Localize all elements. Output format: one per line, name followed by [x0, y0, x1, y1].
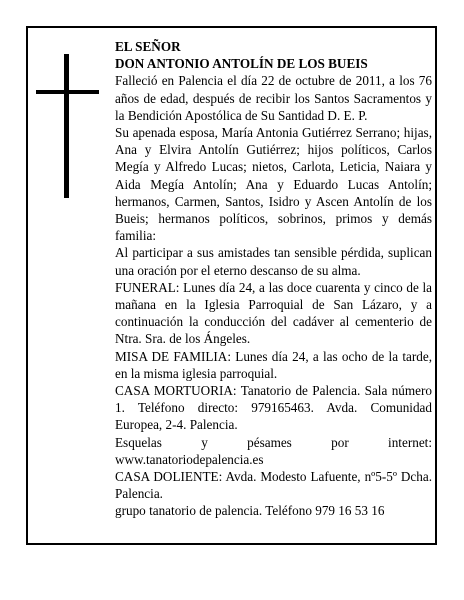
family-mass-info: MISA DE FAMILIA: Lunes día 24, a las ocho de la tarde, en la misma iglesia parroquial. — [115, 348, 432, 381]
cross-horizontal-bar — [36, 90, 99, 94]
deceased-name: DON ANTONIO ANTOLÍN DE LOS BUEIS — [115, 56, 368, 72]
obituary-text — [115, 38, 432, 520]
prayer-request: Al participar a sus amistades tan sensible pérdida, suplican una oración por el eterno descanso de su alma. — [115, 245, 432, 278]
family-list: Su apenada esposa, María Antonia Gutiérrez Serrano; hijas, Ana y Elvira Antolín Gutiérrez; hijos políticos, Carlos Megía y Alfredo Lucas; nietos, Carlota, Leticia, Naiara y Aida Megía Antolín; Ana y Eduardo Lucas Antolín; hermanos, Carmen, Santos, Isidro y Ascen Antolín de los Bueis; hermanos políticos, sobrinos, primos y demás familia: — [115, 125, 432, 244]
mortuary-info: CASA MORTUORIA: Tanatorio de Palencia. Sala número 1. Teléfono directo: 979165463. Avda. Comunidad Europea, 2-4. Palencia. — [115, 383, 432, 433]
death-announcement: Falleció en Palencia el día 22 de octubre de 2011, a los 76 años de edad, después de recibir los Santos Sacramentos y la Bendición Apostólica de Su Santidad D. E. P. — [115, 73, 432, 123]
condolences-info: Esquelas y pésames por internet: www.tanatoriodepalencia.es — [115, 434, 432, 467]
funeral-info: FUNERAL: Lunes día 24, a las doce cuarenta y cinco de la mañana en la Iglesia Parroquial de San Lázaro, y a continuación la conducción del cadáver al cementerio de Ntra. Sra. de los Ángeles. — [115, 279, 432, 347]
title-line-1: EL SEÑOR — [115, 39, 181, 54]
cross-vertical-bar — [64, 54, 69, 198]
funeral-home-contact: grupo tanatorio de palencia. Teléfono 979 16 53 16 — [115, 503, 385, 519]
mourning-house-info: CASA DOLIENTE: Avda. Modesto Lafuente, nº5-5º Dcha. Palencia. — [115, 469, 432, 502]
